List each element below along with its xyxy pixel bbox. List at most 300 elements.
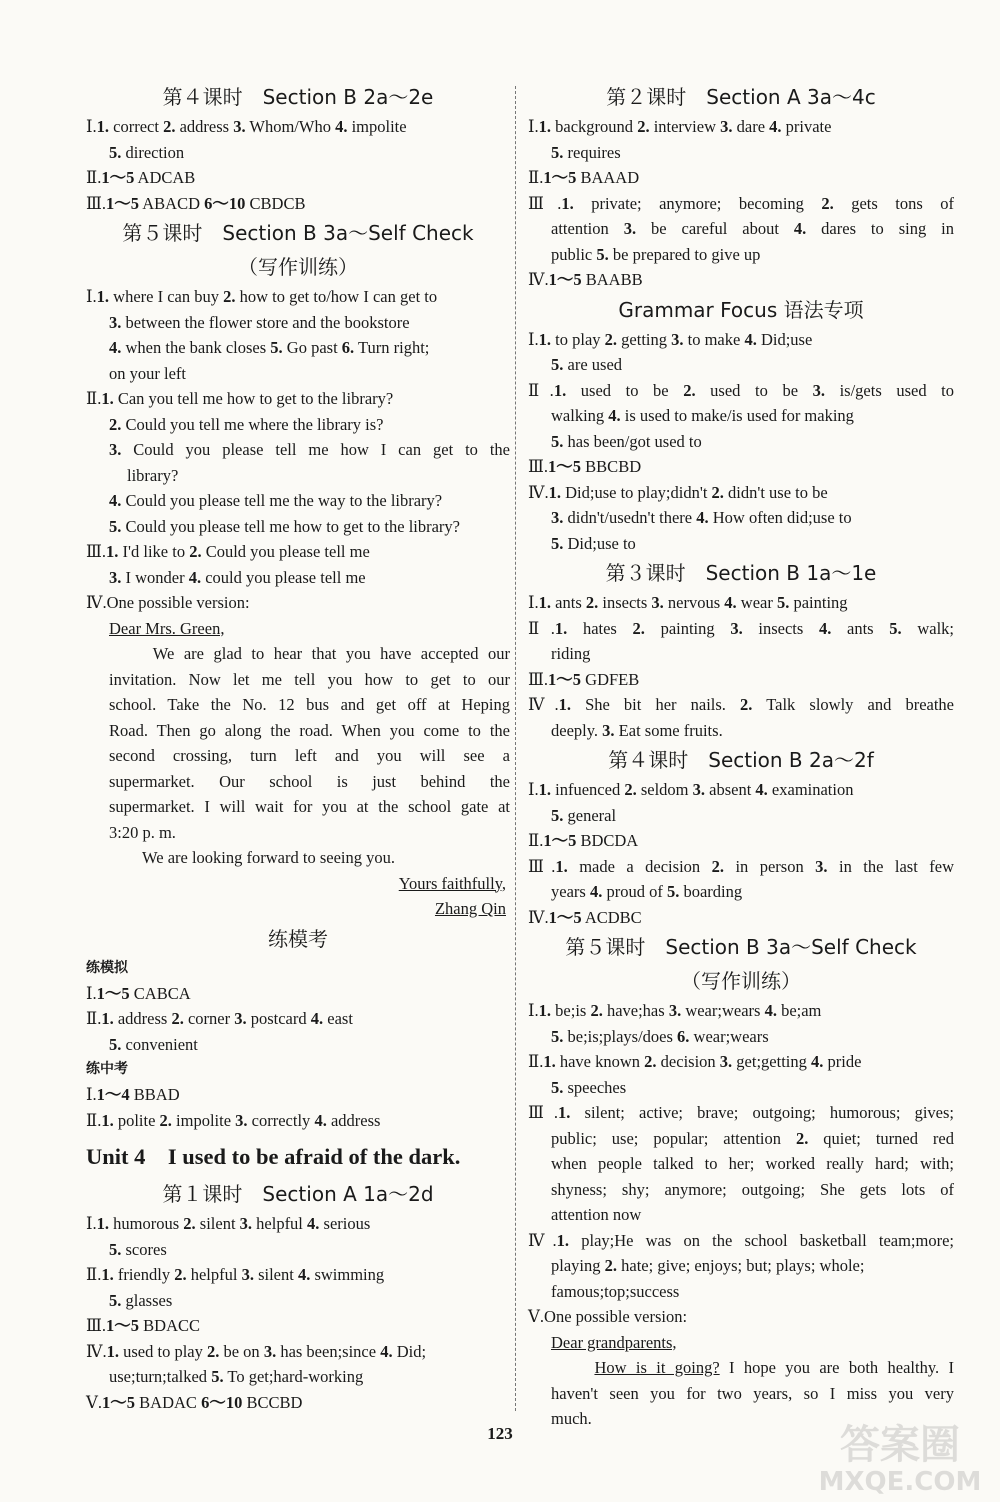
item-number: 1.: [558, 695, 571, 714]
item-number: 1.: [548, 482, 561, 502]
section-heading: 第４课时 Section B 2a～2f: [608, 748, 874, 772]
item-number: 3.: [651, 593, 664, 612]
item-number: 3.: [235, 1110, 248, 1130]
answer-line: [86, 896, 510, 922]
answer-text: didn't use to be: [723, 482, 828, 502]
item-number: 1.: [554, 618, 568, 638]
answer-text: dare: [732, 117, 770, 136]
answer-text: How often did;use to: [708, 508, 852, 527]
item-number: 2.: [223, 287, 236, 306]
answer-text: when the bank closes: [121, 338, 271, 357]
item-number: 4.: [589, 882, 603, 901]
answer-text: east: [323, 1009, 353, 1028]
item-number: 2.: [683, 380, 696, 400]
answer-text: absent: [705, 780, 756, 799]
answer-text: friendly: [113, 1265, 175, 1284]
answer-text: quiet; turned red: [808, 1128, 954, 1148]
answer-text: BBCBD: [581, 457, 642, 476]
answer-text: on your left: [109, 363, 186, 383]
answer-line: [528, 242, 954, 268]
right-column: [528, 80, 954, 1432]
item-number: 2.: [711, 482, 724, 502]
answer-line: [86, 114, 510, 140]
answer-text: Did;: [392, 1341, 427, 1361]
item-number: 3.: [239, 1214, 253, 1233]
roman-numeral: Ⅱ.: [86, 389, 102, 408]
answer-text: Eat some fruits.: [614, 720, 723, 740]
answer-text: used to play: [118, 1341, 207, 1361]
item-number: 1～5: [548, 457, 582, 476]
item-number: 2.: [109, 414, 122, 434]
answer-text: to make: [683, 329, 745, 349]
answer-text: ADCAB: [134, 168, 196, 187]
item-number: 1.: [556, 1230, 570, 1250]
answer-text: Go past: [282, 338, 342, 357]
answer-line: [528, 140, 954, 166]
answer-line: [86, 310, 510, 336]
item-number: 3.: [623, 219, 637, 238]
item-number: 4.: [793, 219, 807, 238]
column-divider: [515, 86, 516, 1411]
roman-numeral: Ⅰ.: [528, 593, 539, 612]
item-number: 4.: [764, 1001, 777, 1020]
roman-numeral: Ⅲ.: [528, 669, 549, 689]
item-number: 4.: [608, 406, 621, 425]
answer-line: [528, 327, 954, 353]
item-number: 1.: [96, 287, 110, 306]
item-number: 5.: [109, 1290, 122, 1310]
answer-text: silent; active; brave; outgoing; humorous; gives;: [570, 1103, 954, 1122]
answer-line: [528, 1075, 954, 1101]
answer-text: how to get to/how I can get to: [235, 287, 438, 306]
answer-line: [528, 378, 954, 404]
answer-text: be;is: [551, 1001, 591, 1020]
item-number: 6.: [677, 1026, 690, 1046]
answer-line: [528, 1126, 954, 1152]
answer-text: is/gets used to: [825, 380, 955, 400]
item-number: 1～5: [543, 831, 577, 850]
answer-text: Did;use to: [563, 533, 636, 553]
answer-text: invitation. Now let me tell you how to get to our: [109, 669, 510, 689]
answer-line: [528, 1279, 954, 1305]
answer-text: To get;hard-working: [223, 1367, 364, 1386]
answer-text: insects: [742, 618, 819, 638]
answer-text: wear: [736, 593, 777, 612]
answer-text: hates: [567, 618, 633, 638]
item-number: 4.: [769, 117, 782, 136]
answer-text: address: [113, 1009, 172, 1028]
roman-numeral: Ⅳ.: [528, 270, 549, 289]
item-number: 3.: [720, 117, 733, 136]
roman-numeral: Ⅰ.: [86, 117, 97, 136]
item-number: 1～5: [101, 168, 135, 187]
roman-numeral: Ⅰ.: [528, 780, 539, 799]
underlined-text: Dear grandparents,: [551, 1332, 677, 1352]
item-number: 1.: [101, 1265, 114, 1284]
answer-line: [528, 998, 954, 1024]
answer-text: second crossing, turn left and you will see a: [109, 746, 510, 765]
answer-text: impolite: [171, 1110, 236, 1130]
answer-line: [528, 828, 954, 854]
roman-numeral: Ⅰ.: [86, 1214, 97, 1233]
answer-text: have;has: [602, 1001, 669, 1020]
answer-text: made a decision: [567, 856, 712, 876]
answer-text: gets tons of: [833, 193, 954, 213]
roman-numeral: Ⅰ.: [528, 117, 539, 136]
answer-line: [86, 335, 510, 361]
section-heading: （写作训练）: [681, 969, 801, 993]
answer-text: supermarket. I will wait for you at the school gate at: [109, 797, 510, 816]
item-number: 2.: [740, 695, 753, 714]
section-heading: 练模考: [268, 926, 328, 951]
answer-text: Turn right;: [354, 338, 430, 357]
answer-line: [528, 114, 954, 140]
item-number: 5.: [551, 431, 564, 451]
roman-numeral: Ⅲ.: [86, 1316, 107, 1335]
answer-line: [528, 1202, 954, 1228]
answer-text: insects: [598, 593, 652, 612]
item-number: 3.: [234, 1009, 247, 1028]
answer-text: ABACD: [139, 193, 205, 213]
answer-line: [86, 1211, 510, 1237]
answer-line: [86, 794, 510, 820]
item-number: 6～10: [201, 1392, 243, 1412]
roman-numeral: Ⅲ.: [528, 457, 549, 476]
item-number: 2.: [821, 193, 834, 213]
answer-line: [528, 777, 954, 803]
answer-text: CABCA: [129, 983, 191, 1003]
answer-line: [528, 879, 954, 905]
roman-numeral: Ⅱ.: [528, 168, 544, 187]
item-number: 3.: [109, 567, 122, 587]
answer-line: [86, 1032, 510, 1058]
answer-line: [86, 692, 510, 718]
item-number: 1.: [96, 1214, 110, 1233]
unit-title: Unit 4 I used to be afraid of the dark.: [86, 1144, 461, 1169]
answer-text: Could you please tell me how to get to the library?: [121, 516, 461, 536]
item-number: 2.: [189, 542, 202, 561]
item-number: 2.: [637, 117, 650, 136]
item-number: 5.: [596, 244, 609, 264]
answer-line: [86, 1237, 510, 1263]
item-number: 1.: [543, 1052, 556, 1071]
item-number: 2.: [163, 117, 176, 136]
item-number: 5.: [551, 1026, 564, 1046]
answer-text: much.: [551, 1409, 592, 1428]
answer-line: [86, 981, 510, 1007]
item-number: 6～10: [204, 193, 246, 213]
left-column: [86, 80, 510, 1415]
answer-line: [86, 1364, 510, 1390]
answer-text: scores: [121, 1239, 167, 1259]
roman-numeral: Ⅱ.: [86, 1265, 102, 1284]
item-number: 3.: [812, 380, 825, 400]
answer-text: years: [551, 882, 590, 901]
answer-line: [86, 718, 510, 744]
item-number: 1.: [558, 1103, 571, 1122]
item-number: 4.: [744, 329, 757, 349]
answer-text: examination: [767, 780, 854, 799]
answer-text: wear;wears: [681, 1001, 765, 1020]
answer-line: [86, 437, 510, 463]
answer-text: Road. Then go along the road. When you come to the: [109, 720, 510, 740]
answer-text: riding: [551, 644, 591, 663]
answer-line: [86, 165, 510, 191]
roman-numeral: Ⅰ.: [86, 1085, 97, 1104]
answer-text: be careful about: [636, 219, 794, 238]
item-number: 2.: [590, 1001, 603, 1020]
answer-line: [528, 216, 954, 242]
answer-line: [86, 1262, 510, 1288]
item-number: 2.: [206, 1341, 220, 1361]
item-number: 4.: [314, 1110, 327, 1130]
item-number: 1～4: [96, 1085, 130, 1104]
answer-line: [528, 1253, 954, 1279]
item-number: 1～5: [548, 270, 582, 289]
answer-line: [528, 1177, 954, 1203]
answer-text: swimming: [310, 1265, 385, 1284]
answer-text: proud of: [602, 882, 667, 901]
answer-text: Whom/Who: [245, 117, 336, 136]
answer-text: I hope you are both healthy. I: [719, 1358, 954, 1377]
item-number: 5.: [551, 1077, 564, 1097]
item-number: 1.: [553, 380, 567, 400]
item-number: 5.: [270, 338, 283, 357]
answer-text: I wonder: [121, 567, 189, 587]
roman-numeral: Ⅳ.: [86, 593, 107, 612]
section-heading: Grammar Focus 语法专项: [618, 297, 864, 322]
answer-line: [86, 616, 510, 642]
answer-line: [528, 1330, 954, 1356]
item-number: 1～5: [543, 168, 577, 187]
roman-numeral: Ⅱ.: [528, 1052, 544, 1071]
roman-numeral: Ⅴ.: [528, 1307, 545, 1326]
answer-text: Could you please tell me how I can get to the: [121, 440, 510, 459]
answer-text: ants: [831, 618, 890, 638]
answer-text: shyness; shy; anymore; outgoing; She gets lots of: [551, 1179, 954, 1199]
answer-line: [528, 1100, 954, 1126]
answer-text: CBDCB: [245, 193, 306, 213]
answer-text: 3:20 p. m.: [109, 822, 176, 842]
answer-text: Can you tell me how to get to the library?: [113, 389, 394, 408]
answer-text: BAABB: [581, 270, 643, 289]
roman-numeral: Ⅳ.: [528, 1230, 557, 1250]
answer-line: [528, 429, 954, 455]
roman-numeral: Ⅳ.: [86, 1341, 107, 1361]
answer-line: [528, 505, 954, 531]
watermark-top: 答案圈: [840, 1422, 960, 1468]
answer-text: helpful: [186, 1265, 242, 1284]
answer-text: impolite: [347, 117, 407, 136]
item-number: 3.: [109, 440, 122, 459]
answer-text: famous;top;success: [551, 1281, 680, 1301]
answer-line: [528, 454, 954, 480]
item-number: 1～5: [548, 907, 582, 927]
roman-numeral: Ⅲ.: [86, 542, 107, 561]
answer-text: nervous: [663, 593, 725, 612]
answer-text: silent: [195, 1214, 240, 1233]
item-number: 4.: [335, 117, 348, 136]
item-number: 5.: [109, 1239, 122, 1259]
answer-text: Did;use to play;didn't: [560, 482, 712, 502]
roman-numeral: Ⅱ.: [86, 1009, 102, 1028]
answer-text: used to be: [566, 380, 684, 400]
answer-line: [528, 718, 954, 744]
item-number: 1.: [561, 193, 574, 213]
answer-text: between the flower store and the bookstore: [121, 312, 410, 332]
answer-line: [528, 165, 954, 191]
answer-line: [528, 692, 954, 718]
answer-text: One possible version:: [544, 1307, 688, 1326]
answer-text: hate; give; enjoys; but; plays; whole;: [617, 1256, 865, 1275]
answer-line: [86, 743, 510, 769]
item-number: 4.: [109, 338, 122, 357]
answer-line: [528, 590, 954, 616]
item-number: 5.: [551, 533, 564, 553]
answer-text: BDACC: [139, 1316, 201, 1335]
item-number: 4.: [109, 491, 122, 510]
answer-text: helpful: [252, 1214, 308, 1233]
answer-line: [528, 1151, 954, 1177]
roman-numeral: Ⅰ.: [528, 1001, 539, 1020]
answer-line: [86, 871, 510, 897]
item-number: 1.: [538, 329, 552, 349]
answer-text: play;He was on the school basketball team;more;: [569, 1230, 954, 1250]
answer-line: [528, 191, 954, 217]
section-heading: 第４课时 Section B 2a～2e: [162, 85, 434, 109]
answer-text: BDCDA: [576, 831, 639, 850]
section-heading: （写作训练）: [238, 255, 358, 279]
item-number: 2.: [159, 1110, 172, 1130]
answer-line: [86, 1082, 510, 1108]
answer-line: [528, 531, 954, 557]
item-number: 1.: [106, 542, 119, 561]
item-number: 5.: [109, 142, 122, 162]
answer-line: [86, 514, 510, 540]
item-number: 4.: [297, 1265, 311, 1284]
roman-numeral: Ⅱ.: [528, 380, 554, 400]
roman-numeral: Ⅲ.: [528, 193, 562, 213]
answer-text: where I can buy: [109, 287, 224, 306]
answer-text: ACDBC: [581, 907, 642, 927]
answer-line: [528, 1304, 954, 1330]
section-heading: 第１课时 Section A 1a～2d: [162, 1182, 434, 1206]
answer-text: boarding: [679, 882, 743, 901]
answer-text: private; anymore; becoming: [573, 193, 822, 213]
item-number: 2.: [795, 1128, 809, 1148]
sub-heading: 练中考: [86, 1061, 128, 1077]
answer-text: could you please tell me: [201, 567, 366, 587]
answer-text: school. Take the No. 12 bus and get off at Heping: [109, 695, 510, 714]
answer-text: playing: [551, 1256, 605, 1275]
underlined-text: Dear Mrs. Green,: [109, 618, 225, 638]
item-number: 4.: [818, 618, 832, 638]
roman-numeral: Ⅰ.: [86, 287, 97, 306]
item-number: 1～5: [96, 983, 130, 1003]
answer-text: Could you please tell me the way to the library?: [121, 491, 443, 510]
roman-numeral: Ⅲ.: [528, 1103, 559, 1122]
underlined-text: How is it going?: [594, 1358, 720, 1377]
answer-line: [528, 854, 954, 880]
item-number: 1.: [538, 780, 552, 799]
underlined-text: Yours faithfully,: [398, 873, 506, 893]
item-number: 2.: [624, 780, 637, 799]
item-number: 4.: [310, 1009, 324, 1028]
item-number: 2.: [174, 1265, 187, 1284]
answer-text: requires: [563, 142, 621, 162]
answer-text: pride: [823, 1052, 862, 1071]
item-number: 1.: [538, 117, 552, 136]
answer-text: dares to sing in: [806, 219, 954, 238]
answer-text: when people talked to her; worked really hard; with;: [551, 1154, 954, 1173]
answer-line: [86, 820, 510, 846]
watermark-bottom: MXQE.COM: [818, 1467, 982, 1497]
answer-line: [86, 1108, 510, 1134]
answer-text: serious: [319, 1214, 371, 1233]
answer-text: has been/got used to: [563, 431, 702, 451]
item-number: 5.: [889, 618, 902, 638]
answer-line: [528, 1228, 954, 1254]
answer-text: has been;since: [276, 1341, 381, 1361]
answer-line: [86, 412, 510, 438]
answer-text: silent: [253, 1265, 298, 1284]
answer-text: in the last few: [827, 856, 954, 876]
item-number: 2.: [604, 1256, 617, 1275]
answer-text: are used: [563, 355, 623, 374]
answer-line: [86, 1006, 510, 1032]
item-number: 2.: [604, 329, 618, 349]
item-number: 1.: [555, 856, 568, 876]
answer-text: interview: [649, 117, 721, 136]
answer-text: GDFEB: [581, 669, 640, 689]
item-number: 5.: [551, 805, 564, 825]
answer-text: correctly: [247, 1110, 315, 1130]
roman-numeral: Ⅱ.: [528, 618, 555, 638]
item-number: 3.: [241, 1265, 254, 1284]
roman-numeral: Ⅳ.: [528, 907, 549, 927]
item-number: 1～5: [106, 1316, 140, 1335]
item-number: 1.: [101, 1009, 114, 1028]
answer-line: [528, 1355, 954, 1381]
item-number: 4.: [696, 508, 709, 527]
answer-text: polite: [113, 1110, 160, 1130]
answer-line: [86, 1313, 510, 1339]
answer-line: [86, 191, 510, 217]
item-number: 3.: [263, 1341, 277, 1361]
answer-text: be;am: [776, 1001, 822, 1020]
answer-text: general: [563, 805, 617, 825]
answer-text: address: [326, 1110, 381, 1130]
answer-text: painting: [644, 618, 731, 638]
answer-text: supermarket. Our school is just behind the: [109, 771, 510, 791]
item-number: 6.: [341, 338, 355, 357]
answer-line: [86, 1390, 510, 1416]
answer-text: used to be: [695, 380, 813, 400]
item-number: 1～5: [102, 1392, 136, 1412]
item-number: 2.: [632, 618, 645, 638]
item-number: 2.: [171, 1009, 184, 1028]
answer-line: [86, 1339, 510, 1365]
answer-line: [528, 667, 954, 693]
answer-text: get;getting: [732, 1052, 811, 1071]
answer-line: [86, 539, 510, 565]
answer-text: BAAAD: [576, 168, 640, 187]
item-number: 2.: [644, 1052, 657, 1071]
answer-text: Did;use: [756, 329, 813, 349]
answer-text: seldom: [636, 780, 693, 799]
item-number: 4.: [380, 1341, 393, 1361]
answer-text: didn't/usedn't there: [563, 508, 697, 527]
